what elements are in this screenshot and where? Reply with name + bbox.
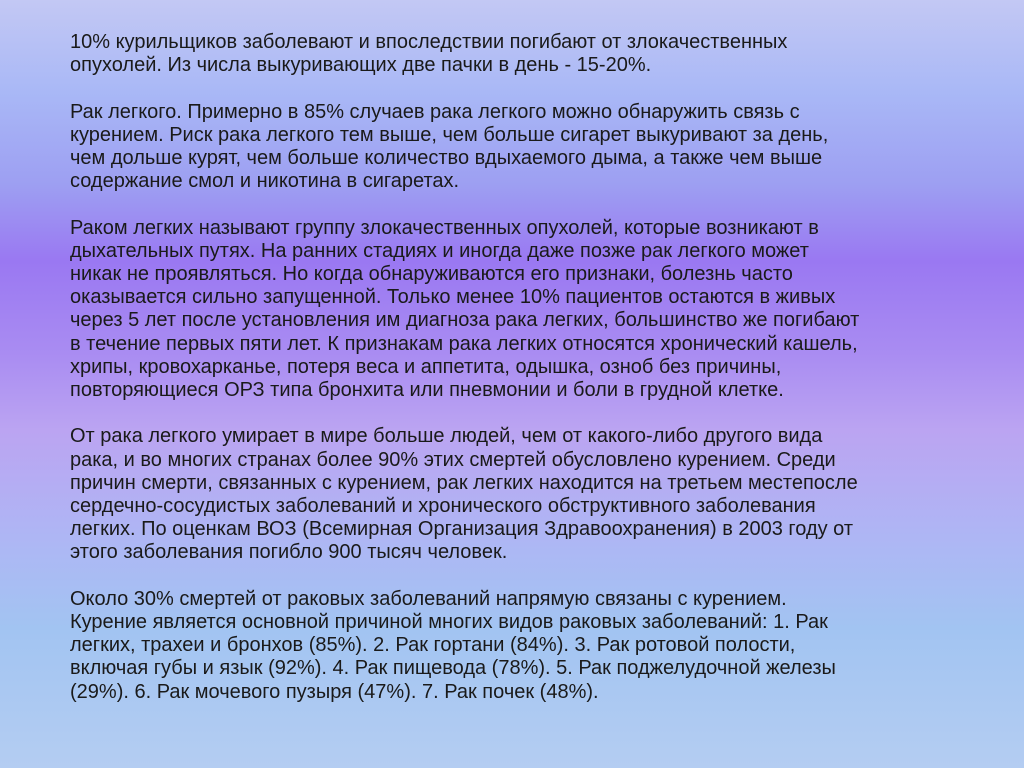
paragraph-lung-cancer-mortality: От рака легкого умирает в мире больше людей, чем от какого-либо другого вида рака, и во многих странах более 90% этих смертей обусловлено курением. Среди причин смерти, связанных с курением, рак легких находится на третьем местепосле сердечно-сосудистых заболеваний и хронического обструктивного заболевания легких. По оценкам ВОЗ (Всемирная Организация Здравоохранения) в 2003 году от этого заболевания погибло 900 тысяч человек.	[70, 425, 858, 564]
paragraph-cancer-types-list: Около 30% смертей от раковых заболеваний напрямую связаны с курением. Курение является основной причиной многих видов раковых заболеваний: 1. Рак легких, трахеи и бронхов (85%). 2. Рак гортани (84%). 3. Рак ротовой полости, включая губы и язык (92%). 4. Рак пищевода (78%). 5. Рак поджелудочной железы (29%). 6. Рак мочевого пузыря (47%). 7. Рак почек (48%).	[70, 587, 836, 703]
paragraph-lung-cancer-definition: Раком легких называют группу злокачественных опухолей, которые возникают в дыхательных путях. На ранних стадиях и иногда даже позже рак легкого может никак не проявляться. Но когда обнаруживаются его признаки, болезнь часто оказывается сильно запущенной. Только менее 10% пациентов остаются в живых через 5 лет после установления им диагноза рака легких, большинство же погибают в течение первых пяти лет. К признакам рака легких относятся хронический кашель, хрипы, кровохарканье, потеря веса и аппетита, одышка, озноб без причины, повторяющиеся ОРЗ типа бронхита или пневмонии и боли в грудной клетке.	[70, 216, 860, 402]
paragraph-lung-cancer-link: Рак легкого. Примерно в 85% случаев рака легкого можно обнаружить связь с курением. Риск рака легкого тем выше, чем больше сигарет выкуривают за день, чем дольше курят, чем больше количество вдыхаемого дыма, а также чем выше содержание смол и никотина в сигаретах.	[70, 100, 829, 193]
paragraph-smokers-cancer-rate: 10% курильщиков заболевают и впоследствии погибают от злокачественных опухолей. Из числа выкуривающих две пачки в день - 15-20%.	[70, 31, 788, 77]
slide-text-body	[70, 31, 982, 704]
